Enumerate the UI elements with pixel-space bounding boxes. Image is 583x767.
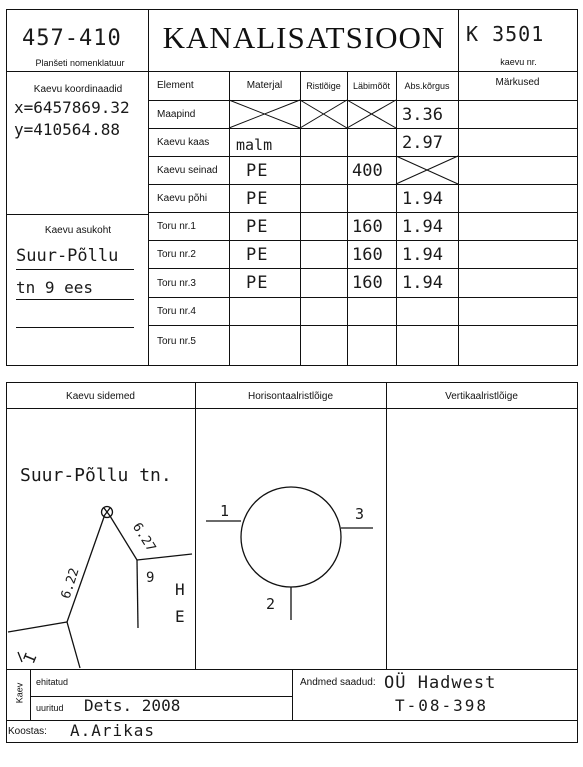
surveyed-value: Dets. 2008	[84, 696, 181, 715]
sketch-mark-i: I	[19, 649, 42, 666]
compiler-value: A.Arikas	[70, 721, 156, 740]
row-material: PE	[246, 273, 269, 293]
table-header-height: Abs.kõrgus	[404, 80, 450, 91]
well-number-label: kaevu nr.	[500, 57, 537, 67]
location-line-1: Suur-Põllu	[16, 246, 119, 266]
sketch-street: Suur-Põllu tn.	[20, 465, 172, 486]
row-diameter: 160	[352, 273, 383, 293]
compiler-label: Koostas:	[8, 726, 47, 737]
sketch-mark-e: E	[175, 607, 186, 626]
row-material: PE	[246, 160, 269, 181]
row-element: Toru nr.5	[157, 335, 196, 347]
row-height: 2.97	[402, 132, 443, 153]
sketch-mark-h: H	[175, 580, 186, 599]
surveyed-label: uuritud	[36, 703, 64, 713]
row-height: 1.94	[402, 244, 443, 265]
table-header-material: Materjal	[246, 80, 283, 91]
row-material: malm	[236, 135, 273, 154]
row-element: Toru nr.2	[157, 249, 196, 260]
row-height: 1.94	[402, 273, 443, 293]
row-element: Kaevu kaas	[157, 137, 210, 148]
row-height: 3.36	[402, 104, 443, 125]
page-title: KANALISATSIOON	[162, 20, 446, 55]
footer-mid-divider	[292, 669, 293, 721]
row-element: Maapind	[157, 109, 196, 120]
footer-side-label: Kaev	[14, 682, 25, 704]
sketch-distance-1: 6.22	[58, 566, 83, 601]
pipe-label-1: 1	[220, 502, 231, 520]
row-material: PE	[246, 188, 269, 209]
table-header-element: Element	[157, 80, 194, 91]
data-source-line-1: OÜ Hadwest	[384, 673, 497, 693]
pipe-label-2: 2	[266, 595, 277, 613]
data-source-label: Andmed saadud:	[300, 677, 376, 688]
row-element: Toru nr.4	[157, 306, 196, 317]
section-horizontal-title: Horisontaalristlõige	[247, 391, 334, 402]
row-height: 1.94	[402, 216, 443, 237]
row-diameter: 160	[352, 216, 383, 237]
section-vertical-title: Vertikaalristlõige	[445, 391, 518, 402]
coordinate-x: x=6457869.32	[14, 98, 130, 117]
location-label: Kaevu asukoht	[44, 225, 112, 236]
well-number: K 3501	[466, 22, 545, 46]
row-element: Kaevu põhi	[157, 193, 208, 204]
sketch-house-number: 9	[146, 570, 156, 586]
sketch-distance-2: 6.27	[128, 520, 159, 555]
pipe-label-3: 3	[355, 505, 366, 523]
table-header-diameter: Läbimõõt	[352, 80, 391, 91]
coordinates-label: Kaevu koordinaadid	[33, 84, 123, 95]
row-element: Kaevu seinad	[157, 165, 218, 176]
row-height: 1.94	[402, 188, 443, 209]
row-element: Toru nr.1	[157, 221, 196, 232]
row-diameter: 160	[352, 244, 383, 265]
sheet-number: 457-410	[22, 26, 122, 51]
table-header-notes: Märkused	[495, 76, 540, 88]
sheet-label: Planšeti nomenklatuur	[35, 58, 125, 68]
footer-side-divider	[30, 669, 31, 721]
location-line-2: tn 9 ees	[16, 278, 94, 297]
row-diameter: 400	[352, 160, 383, 181]
row-material: PE	[246, 216, 269, 237]
row-material: PE	[246, 244, 269, 265]
data-source-line-2: T-08-398	[395, 696, 489, 715]
section-connections-title: Kaevu sidemed	[66, 391, 135, 402]
table-header-cross-section: Ristlõige	[306, 80, 341, 91]
coordinate-y: y=410564.88	[14, 120, 120, 139]
built-label: ehitatud	[36, 677, 69, 687]
row-element: Toru nr.3	[157, 277, 196, 289]
